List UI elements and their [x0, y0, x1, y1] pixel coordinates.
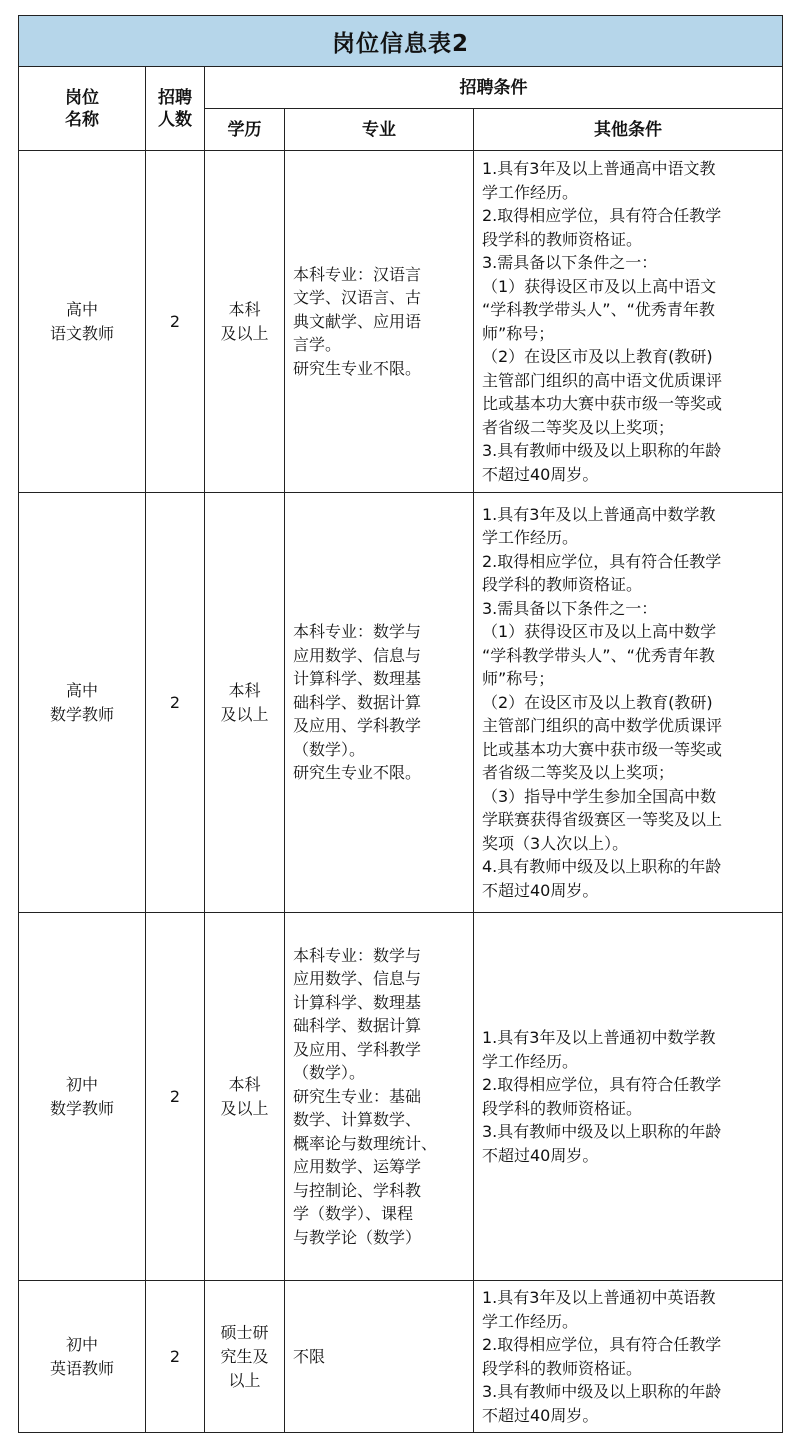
other-conditions-cell-line: 4.具有教师中级及以上职称的年龄: [482, 857, 722, 877]
position-cell-line: 初中: [65, 1334, 98, 1354]
other-conditions-cell-line: （2）在设区市及以上教育(教研): [482, 347, 713, 366]
major-cell-line: 概率论与数理统计、: [293, 1133, 438, 1153]
other-conditions-cell-line: （1）获得设区市及以上高中语文: [482, 276, 717, 296]
major-cell-line: 及应用、学科教学: [293, 716, 422, 736]
position-cell-line: 语文教师: [49, 323, 114, 343]
major-cell-line: 应用数学、运筹学: [293, 1157, 422, 1177]
education-cell-line: 本科: [228, 1074, 261, 1094]
education-cell-line: 及以上: [220, 704, 269, 724]
other-conditions-cell-line: 学联赛获得省级赛区一等奖及以上: [482, 810, 723, 830]
other-conditions-cell-line: 1.具有3年及以上普通高中数学教: [482, 504, 716, 524]
education-cell: [205, 151, 285, 493]
major-cell-line: 计算科学、数理基: [293, 669, 422, 689]
other-conditions-cell-line: 者省级二等奖及以上奖项；: [482, 763, 675, 783]
other-conditions-cell-line: 2.取得相应学位，具有符合任教学: [482, 1075, 722, 1094]
other-conditions-cell-line: 不超过40周岁。: [482, 1405, 599, 1425]
education-cell: [205, 493, 285, 913]
other-conditions-cell-line: 段学科的教师资格证。: [482, 1098, 643, 1118]
table-row: [19, 151, 783, 493]
major-cell-line: （数学）。: [293, 739, 366, 759]
other-conditions-cell: [474, 493, 783, 913]
major-cell-line: 础科学、数据计算: [293, 692, 422, 712]
other-conditions-cell-line: 主管部门组织的高中语文优质课评: [482, 370, 723, 390]
other-conditions-cell-line: 段学科的教师资格证。: [482, 575, 643, 595]
table-row: [19, 493, 783, 913]
other-conditions-cell-line: 不超过40周岁。: [482, 880, 599, 900]
other-conditions-cell-line: 主管部门组织的高中数学优质课评: [482, 716, 723, 736]
other-conditions-cell-line: 1.具有3年及以上普通高中语文教: [482, 159, 716, 178]
major-cell-line: 及应用、学科教学: [293, 1039, 422, 1059]
other-conditions-cell: [474, 151, 783, 493]
header-count: [146, 67, 205, 151]
other-conditions-cell-line: 3.具有教师中级及以上职称的年龄: [482, 441, 722, 460]
header-major: 专业: [285, 109, 474, 151]
position-cell-line: 数学教师: [49, 1098, 114, 1118]
other-conditions-cell-line: 3.具有教师中级及以上职称的年龄: [482, 1382, 722, 1401]
other-conditions-cell-line: 段学科的教师资格证。: [482, 1358, 643, 1378]
other-conditions-cell-line: 学工作经历。: [482, 1311, 579, 1331]
header-conditions: 招聘条件: [205, 67, 783, 109]
education-cell-line: 及以上: [220, 1098, 269, 1118]
header-count-line-1: 招聘: [158, 87, 192, 108]
major-cell-line: 研究生专业不限。: [293, 358, 422, 378]
table-row: [19, 1281, 783, 1433]
header-education: 学历: [205, 109, 285, 151]
major-cell: [285, 913, 474, 1281]
other-conditions-cell-line: 1.具有3年及以上普通初中英语教: [482, 1288, 716, 1307]
position-cell: [19, 493, 146, 913]
position-cell: [19, 913, 146, 1281]
other-conditions-cell-line: 比或基本功大赛中获市级一等奖或: [482, 394, 723, 413]
major-cell-line: 言学。: [293, 335, 342, 355]
major-cell-line: 础科学、数据计算: [293, 1016, 422, 1036]
header-position: [19, 67, 146, 151]
major-cell-line: 典文献学、应用语: [293, 311, 422, 331]
table-title: 岗位信息表2: [19, 16, 783, 67]
other-conditions-cell-line: 3.需具备以下条件之一：: [482, 253, 658, 272]
header-position-line-2: 名称: [65, 109, 99, 130]
major-cell-line: 应用数学、信息与: [293, 969, 422, 989]
count-cell: 2: [146, 913, 205, 1281]
education-cell-line: 究生及: [220, 1346, 269, 1366]
count-cell: 2: [146, 493, 205, 913]
other-conditions-cell-line: 不超过40周岁。: [482, 464, 599, 484]
count-cell: 2: [146, 151, 205, 493]
other-conditions-cell-line: 3.具有教师中级及以上职称的年龄: [482, 1122, 722, 1141]
major-cell-line: 本科专业：数学与: [293, 622, 422, 642]
major-cell-line: 本科专业：汉语言: [293, 264, 422, 284]
major-cell-line: 学（数学）、课程: [293, 1204, 414, 1224]
education-cell: [205, 913, 285, 1281]
education-cell-line: 及以上: [220, 323, 269, 343]
major-cell-line: 应用数学、信息与: [293, 645, 422, 665]
major-cell: [285, 1281, 474, 1433]
major-cell: [285, 493, 474, 913]
position-cell-line: 英语教师: [49, 1358, 114, 1378]
major-cell-line: 与教学论（数学）: [293, 1227, 422, 1247]
position-cell-line: 初中: [65, 1074, 98, 1094]
education-cell-line: 硕士研: [220, 1322, 269, 1342]
education-cell-line: 以上: [228, 1370, 261, 1390]
education-cell: [205, 1281, 285, 1433]
other-conditions-cell: [474, 913, 783, 1281]
other-conditions-cell-line: 师”称号；: [482, 323, 555, 343]
education-cell-line: 本科: [228, 299, 261, 319]
other-conditions-cell-line: 者省级二等奖及以上奖项；: [482, 417, 675, 437]
other-conditions-cell-line: 2.取得相应学位，具有符合任教学: [482, 206, 722, 225]
other-conditions-cell-line: 师”称号；: [482, 669, 555, 689]
other-conditions-cell-line: 学工作经历。: [482, 182, 579, 202]
table-row: [19, 913, 783, 1281]
other-conditions-cell-line: （1）获得设区市及以上高中数学: [482, 622, 717, 642]
other-conditions-cell-line: 段学科的教师资格证。: [482, 229, 643, 249]
other-conditions-cell-line: （2）在设区市及以上教育(教研): [482, 692, 713, 712]
position-cell: [19, 151, 146, 493]
position-cell-line: 高中: [65, 299, 98, 319]
major-cell: [285, 151, 474, 493]
other-conditions-cell-line: 学工作经历。: [482, 1051, 579, 1071]
other-conditions-cell-line: 不超过40周岁。: [482, 1145, 599, 1165]
major-cell-line: 研究生专业不限。: [293, 763, 422, 783]
position-cell-line: 数学教师: [49, 704, 114, 724]
other-conditions-cell-line: 1.具有3年及以上普通初中数学教: [482, 1028, 716, 1047]
other-conditions-cell: [474, 1281, 783, 1433]
education-cell-line: 本科: [228, 680, 261, 700]
recruitment-table-sheet: [18, 15, 782, 1433]
position-cell-line: 高中: [65, 680, 98, 700]
other-conditions-cell-line: 2.取得相应学位，具有符合任教学: [482, 551, 722, 571]
major-cell-line: （数学）。: [293, 1063, 366, 1083]
other-conditions-cell-line: 奖项（3人次以上）。: [482, 833, 629, 853]
major-cell-line: 本科专业：数学与: [293, 945, 422, 965]
position-cell: [19, 1281, 146, 1433]
position-info-table: [18, 15, 783, 1433]
other-conditions-cell-line: “学科教学带头人”、“优秀青年教: [482, 300, 715, 319]
other-conditions-cell-line: 3.需具备以下条件之一：: [482, 598, 658, 618]
other-conditions-cell-line: 学工作经历。: [482, 528, 579, 548]
major-cell-line: 研究生专业：基础: [293, 1086, 422, 1106]
other-conditions-cell-line: 2.取得相应学位，具有符合任教学: [482, 1335, 722, 1354]
other-conditions-cell-line: 比或基本功大赛中获市级一等奖或: [482, 739, 723, 759]
other-conditions-cell-line: “学科教学带头人”、“优秀青年教: [482, 645, 715, 665]
header-position-line-1: 岗位: [65, 87, 99, 108]
major-cell-line: 不限: [293, 1346, 326, 1366]
major-cell-line: 数学、计算数学、: [293, 1110, 422, 1130]
header-other: 其他条件: [474, 109, 783, 151]
other-conditions-cell-line: （3）指导中学生参加全国高中数: [482, 786, 717, 806]
major-cell-line: 文学、汉语言、古: [293, 288, 422, 308]
header-count-line-2: 人数: [158, 109, 192, 130]
count-cell: 2: [146, 1281, 205, 1433]
major-cell-line: 与控制论、学科教: [293, 1180, 422, 1200]
major-cell-line: 计算科学、数理基: [293, 992, 422, 1012]
